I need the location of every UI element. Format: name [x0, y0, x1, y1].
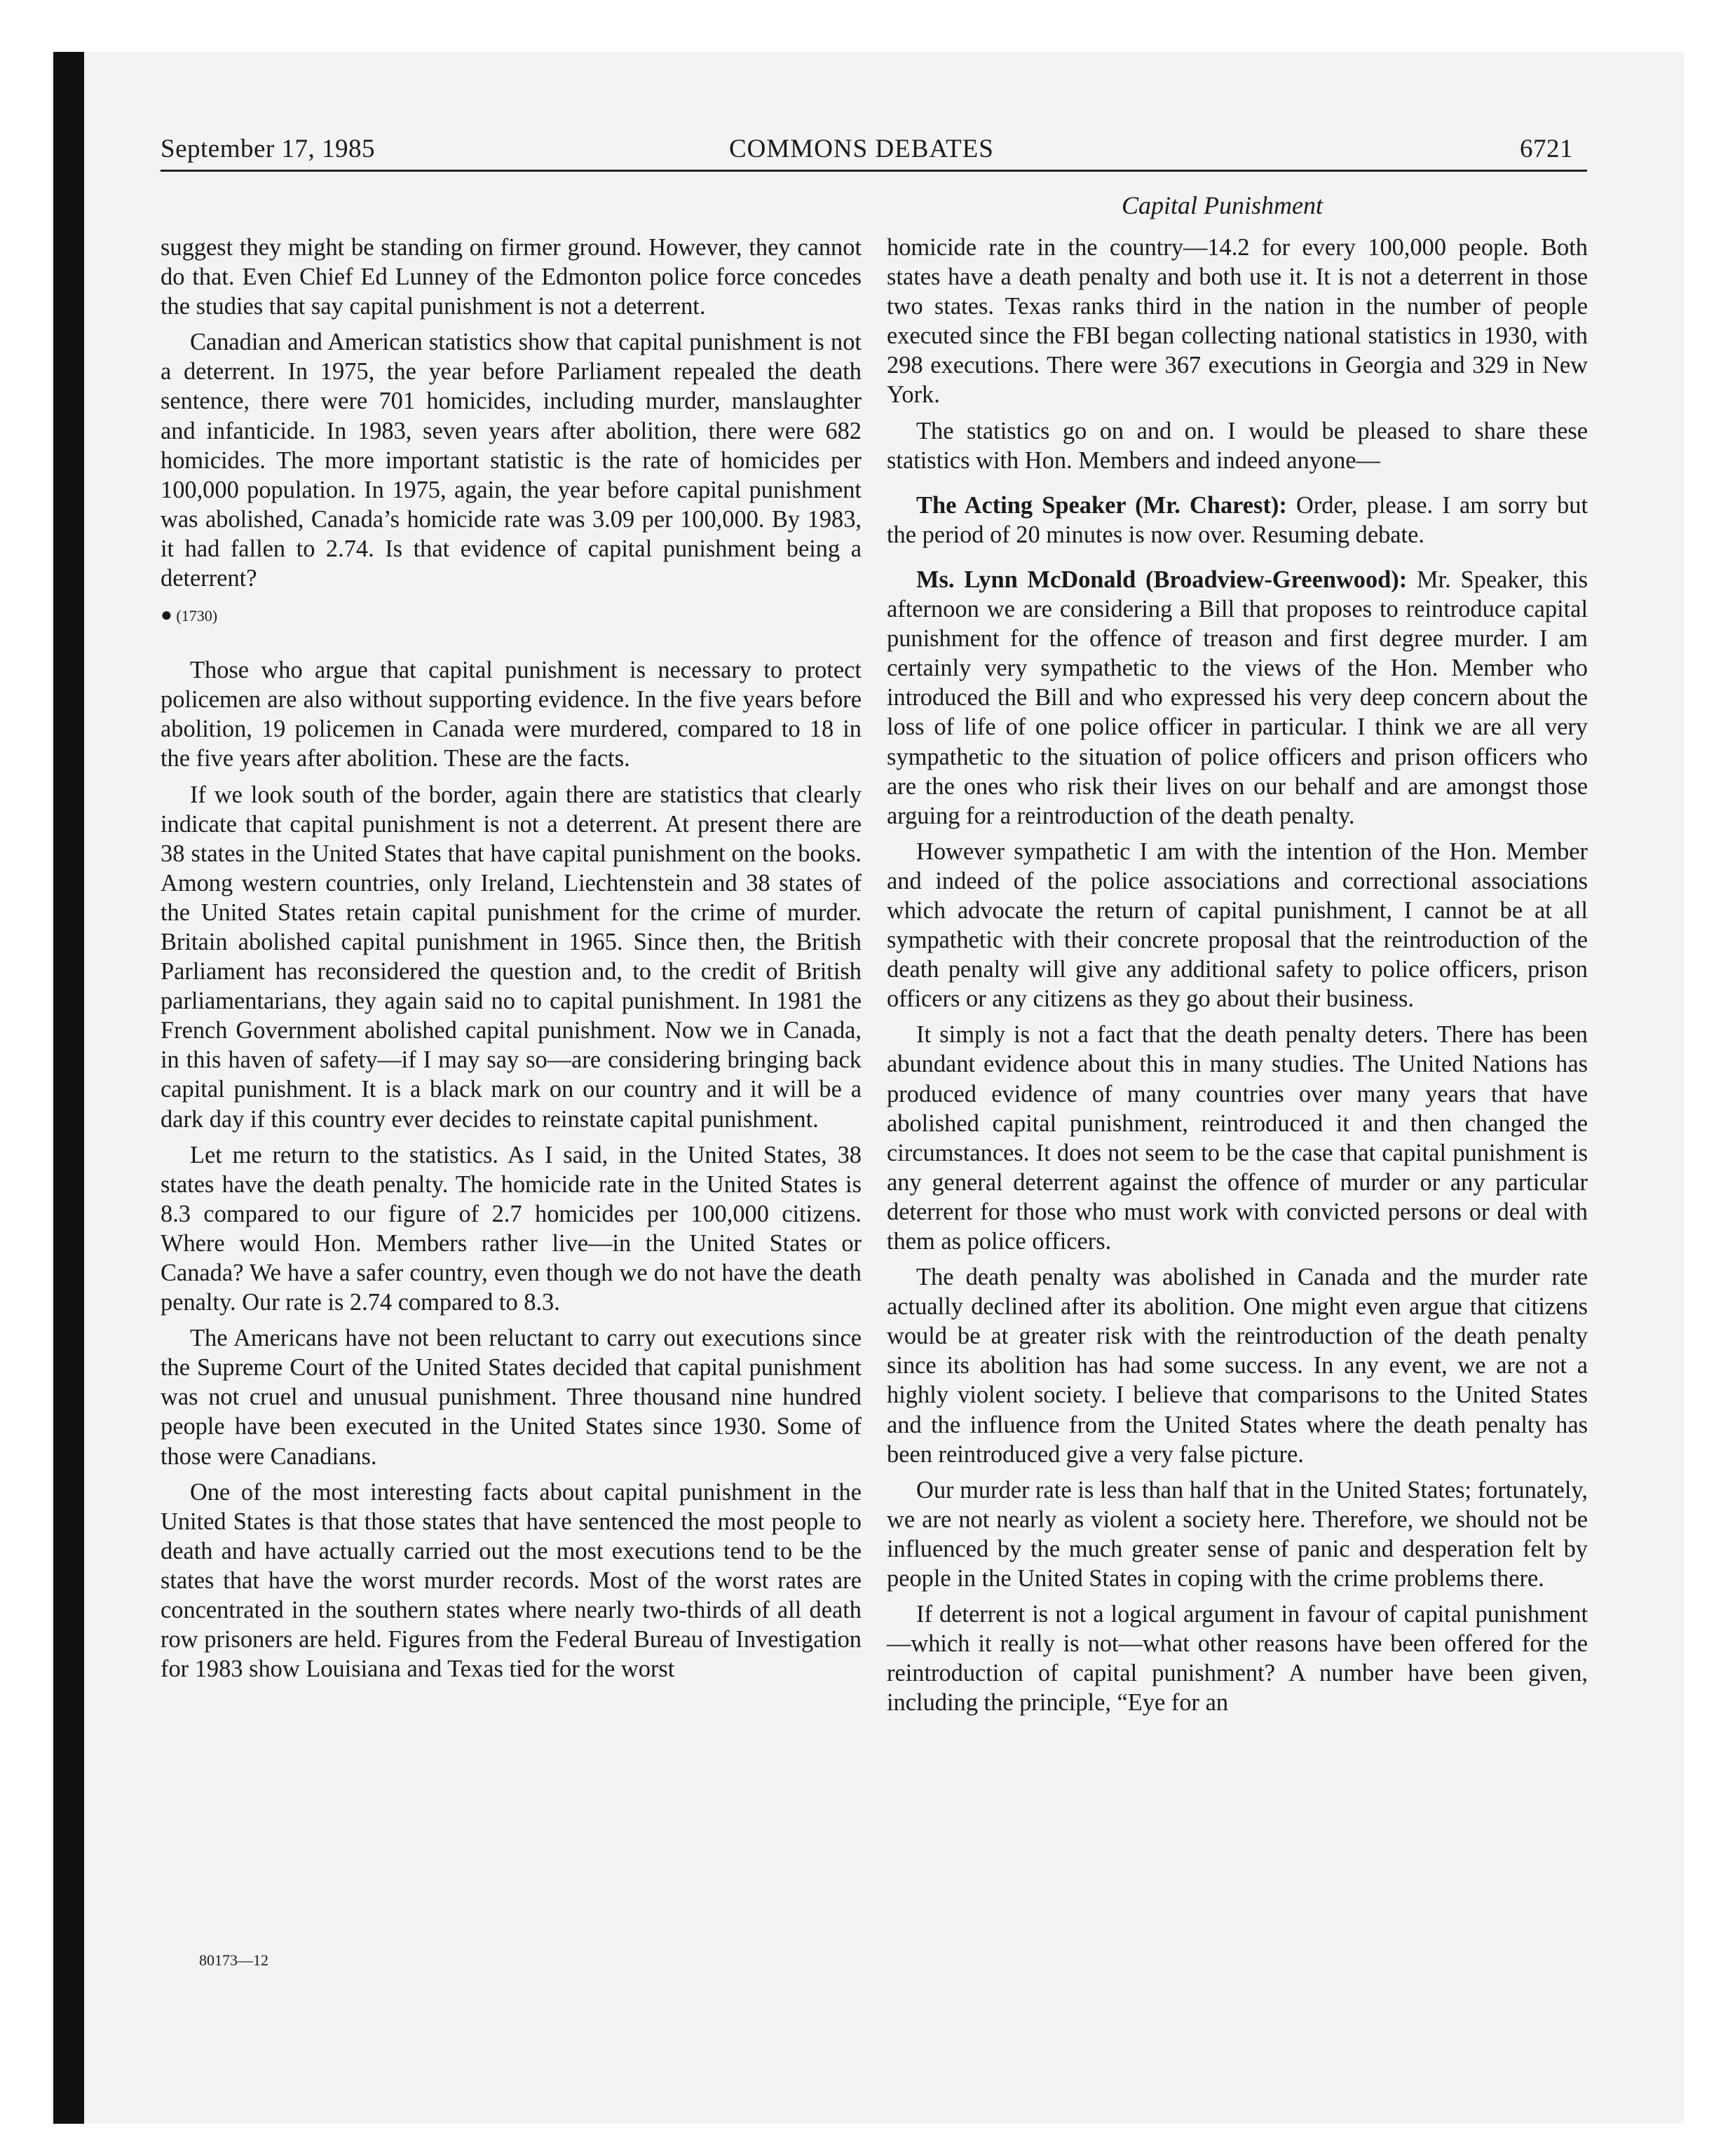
speaker-name: Ms. Lynn McDonald (Broadview-Greenwood):: [916, 566, 1408, 593]
time-marker-label: (1730): [176, 607, 218, 625]
header-publication-title: COMMONS DEBATES: [729, 135, 994, 163]
speaker-name: The Acting Speaker (Mr. Charest):: [916, 491, 1287, 519]
paragraph: If we look south of the border, again there are statistics that clearly indicate that capital punishment is not a deterrent. At present there are 38 states in the United States that have capital punishment on the books. Among western countries, only Ireland, Liechtenstein and 38 states of the United States retain capital punishment for the crime of murder. Britain abolished capital punishment in 1965. Since then, the British Parliament has reconsidered the question and, to the credit of British parliamentarians, they again said no to capital punishment. In 1981 the French Government abolished capital punishment. Now we in Canada, in this haven of safety—if I may say so—are considering bringing back capital punishment. It is a black mark on our country and it will be a dark day if this country ever decides to reinstate capital punishment.: [161, 781, 862, 1133]
speaker-text: Mr. Speaker, this afternoon we are considering a Bill that proposes to reintroduce capital punishment for the offence of treason and first degree murder. I am certainly very sympathetic to the views of the Hon. Member who introduced the Bill and who expressed his very deep concern about the loss of life of one police officer in particular. I think we are all very sympathetic to the situation of police officers and prison officers who are the ones who risk their lives on our behalf and are amongst those arguing for a reintroduction of the death penalty.: [887, 566, 1588, 829]
paragraph: The death penalty was abolished in Canada and the murder rate actually declined after its abolition. One might even argue that citizens would be at greater risk with the reintroduction of the death penalty since its abolition has had some success. In any event, we are not a highly violent society. I believe that comparisons to the United States and the influence from the United States where the death penalty has been reintroduced give a very false picture.: [887, 1264, 1588, 1468]
header-page-number: 6721: [1520, 135, 1573, 163]
left-column: [161, 233, 862, 1690]
paragraph: Let me return to the statistics. As I said, in the United States, 38 states have the death penalty. The homicide rate in the United States is 8.3 compared to our figure of 2.7 homicides per 100,000 citizens. Where would Hon. Members rather live—in the United States or Canada? We have a safer country, even though we do not have the death penalty. Our rate is 2.74 compared to 8.3.: [161, 1141, 862, 1316]
scan-black-edge: [53, 52, 84, 2124]
paragraph: It simply is not a fact that the death penalty deters. There has been abundant evidence about this in many studies. The United Nations has produced evidence of many countries over many years that have abolished capital punishment, reintroduced it and then changed the circumstances. It does not seem to be the case that capital punishment is any general deterrent against the offence of murder or any particular deterrent for those who must work with convicted persons or deal with them as police officers.: [887, 1021, 1588, 1255]
paragraph: suggest they might be standing on firmer ground. However, they cannot do that. Even Chief Ed Lunney of the Edmonton police force concedes the studies that say capital punishment is not a deterrent.: [161, 234, 862, 320]
bullet-icon: ●: [161, 604, 172, 627]
speaker-intervention: [887, 565, 1588, 831]
paragraph: If deterrent is not a logical argument in favour of capital punishment—which it really is not—what other reasons have been offered for the reintroduction of capital punishment? A number have been given, including the principle, “Eye for an: [887, 1601, 1588, 1717]
header-rule: [161, 170, 1587, 172]
paragraph: Those who argue that capital punishment is necessary to protect policemen are also without supporting evidence. In the five years before abolition, 19 policemen in Canada were murdered, compared to 18 in the five years after abolition. These are the facts.: [161, 657, 862, 772]
paragraph: The statistics go on and on. I would be pleased to share these statistics with Hon. Members and indeed anyone—: [887, 417, 1588, 474]
paragraph: However sympathetic I am with the intention of the Hon. Member and indeed of the police associations and correctional associations which advocate the return of capital punishment, I cannot be at all sympathetic with their concrete proposal that the reintroduction of the death penalty will give any additional safety to police officers, prison officers or any citizens as they go about their business.: [887, 838, 1588, 1013]
paragraph: Our murder rate is less than half that in the United States; fortunately, we are not nearly as violent a society here. Therefore, we should not be influenced by the much greater sense of panic and desperation felt by people in the United States in coping with the crime problems there.: [887, 1476, 1588, 1592]
right-column: [887, 233, 1588, 1724]
subject-heading: Capital Punishment: [1122, 191, 1323, 219]
paragraph: The Americans have not been reluctant to carry out executions since the Supreme Court of the United States decided that capital punishment was not cruel and unusual punishment. Three thousand nine hundred people have been executed in the United States since 1930. Some of those were Canadians.: [161, 1325, 862, 1470]
paragraph: Canadian and American statistics show that capital punishment is not a deterrent. In 1975, the year before Parliament repealed the death sentence, there were 701 homicides, including murder, manslaughter and infanticide. In 1983, seven years after abolition, there were 682 homicides. The more important statistic is the rate of homicides per 100,000 population. In 1975, again, the year before capital punishment was abolished, Canada’s homicide rate was 3.09 per 100,000. By 1983, it had fallen to 2.74. Is that evidence of capital punishment being a deterrent?: [161, 329, 862, 592]
footer-print-code: 80173—12: [199, 1951, 268, 1969]
paragraph: homicide rate in the country—14.2 for every 100,000 people. Both states have a death penalty and both use it. It is not a deterrent in those two states. Texas ranks third in the nation in the number of people executed since the FBI began collecting national statistics in 1930, with 298 executions. There were 367 executions in Georgia and 329 in New York.: [887, 234, 1588, 409]
header-date: September 17, 1985: [161, 135, 375, 163]
paragraph: One of the most interesting facts about capital punishment in the United States is that those states that have sentenced the most people to death and have actually carried out the most executions tend to be the states that have the worst murder records. Most of the worst rates are concentrated in the southern states where nearly two-thirds of all death row prisoners are held. Figures from the Federal Bureau of Investigation for 1983 show Louisiana and Texas tied for the worst: [161, 1478, 862, 1683]
speaker-text: Order, please. I am sorry but the period of 20 minutes is now over. Resuming debate.: [887, 491, 1588, 548]
time-marker: [161, 601, 862, 630]
speaker-intervention: [887, 491, 1588, 550]
